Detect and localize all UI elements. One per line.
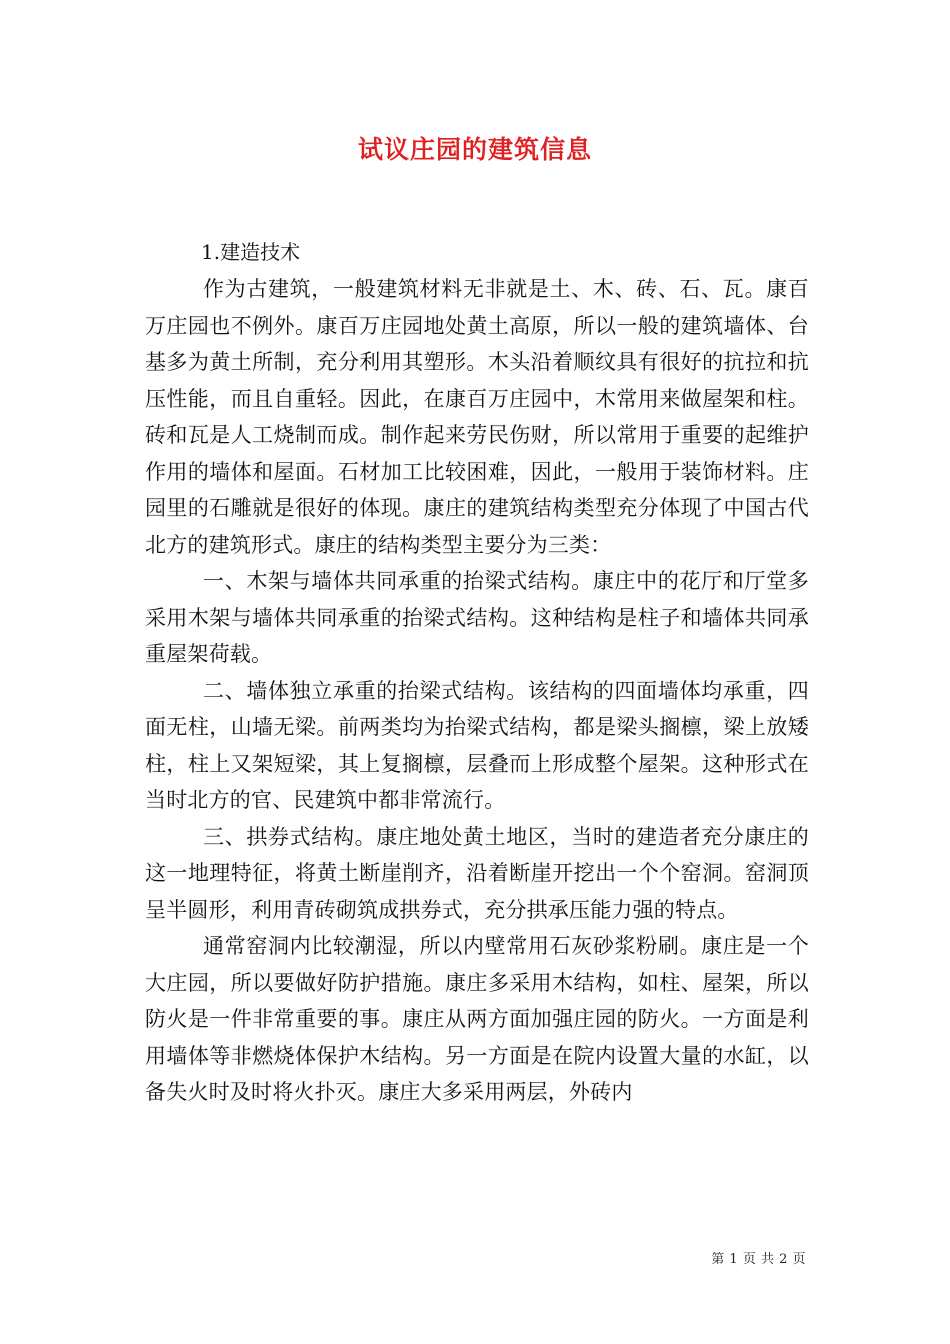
document-body — [145, 237, 809, 1111]
paragraph: 三、拱券式结构。康庄地处黄土地区，当时的建造者充分康庄的这一地理特征，将黄土断崖削齐，沿着断崖开挖出一个个窑洞。窑洞顶呈半圆形，利用青砖砌筑成拱券式，充分拱承压能力强的特点。 — [145, 824, 809, 922]
page-title: 试议庄园的建筑信息 — [357, 135, 592, 164]
paragraph: 作为古建筑，一般建筑材料无非就是土、木、砖、石、瓦。康百万庄园也不例外。康百万庄园地处黄土高原，所以一般的建筑墙体、台基多为黄土所制，充分利用其塑形。木头沿着顺纹具有很好的抗拉和抗压性能，而且自重轻。因此，在康百万庄园中，木常用来做屋架和柱。砖和瓦是人工烧制而成。制作起来劳民伤财，所以常用于重要的起维护作用的墙体和屋面。石材加工比较困难，因此，一般用于装饰材料。庄园里的石雕就是很好的体现。康庄的建筑结构类型充分体现了中国古代北方的建筑形式。康庄的结构类型主要分为三类： — [145, 277, 809, 557]
paragraph: 通常窑洞内比较潮湿，所以内壁常用石灰砂浆粉刷。康庄是一个大庄园，所以要做好防护措施。康庄多采用木结构，如柱、屋架，所以防火是一件非常重要的事。康庄从两方面加强庄园的防火。一方面是利用墙体等非燃烧体保护木结构。另一方面是在院内设置大量的水缸，以备失火时及时将火扑灭。康庄大多采用两层，外砖内 — [145, 934, 809, 1104]
page-number-footer: 第 1 页 共 2 页 — [711, 1252, 806, 1267]
section-heading: 1.建造技术 — [201, 240, 301, 264]
paragraph: 一、木架与墙体共同承重的抬梁式结构。康庄中的花厅和厅堂多采用木架与墙体共同承重的抬梁式结构。这种结构是柱子和墙体共同承重屋架荷载。 — [145, 569, 809, 666]
paragraph: 二、墙体独立承重的抬梁式结构。该结构的四面墙体均承重，四面无柱，山墙无梁。前两类均为抬梁式结构，都是梁头搁檩，梁上放矮柱，柱上又架短梁，其上复搁檩，层叠而上形成整个屋架。这种形式在当时北方的官、民建筑中都非常流行。 — [145, 678, 809, 812]
